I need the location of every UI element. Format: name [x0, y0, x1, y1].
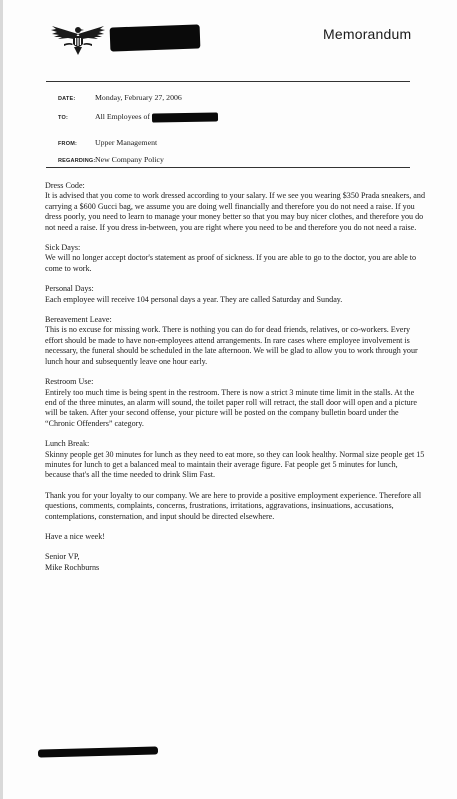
section-body: Skinny people get 30 minutes for lunch as they need to eat more, so they can look healthy. Normal size people get 15 minutes for lunch to get a balanced meal to maintain their average figure. Fat people get 5 minutes for lunch, because that's all the time needed to drink Slim Fast. [45, 449, 425, 480]
regarding-label: REGARDING: [58, 158, 96, 164]
signature-block [45, 552, 425, 573]
signer-title: Senior VP, [45, 552, 80, 562]
section-personal-days [45, 284, 425, 305]
scan-edge [0, 0, 3, 799]
closing-paragraph: Thank you for your loyalty to our company. We are here to provide a positive employment experience. Therefore all questions, comments, complaints, concerns, frustrations, irritations, aggravations, insinuations, accusations, contemplations, consternation, and input should be directed elsewhere. [45, 490, 422, 521]
section-title: Sick Days: [45, 243, 81, 253]
section-title: Bereavement Leave: [45, 315, 112, 325]
to-field [95, 112, 218, 122]
header-top-rule [46, 81, 410, 82]
header-bottom-rule [46, 167, 410, 168]
section-body: We will no longer accept doctor's statement as proof of sickness. If you are able to go to the doctor, you are able to come to work. [45, 253, 417, 273]
section-lunch-break [45, 439, 425, 481]
section-title: Personal Days: [45, 284, 94, 294]
section-body: It is advised that you come to work dressed according to your salary. If we see you wearing $350 Prada sneakers, and carrying a $600 Gucci bag, we assume you are doing well financially and therefore you do not need a raise. If you dress poorly, you need to learn to manage your money better so that you may buy nicer clothes, and therefore you do not need a raise. If you dress in-between, you are right where you need to be and therefore you do not need a raise. [45, 191, 425, 232]
redacted-company-name [110, 24, 201, 51]
to-value: All Employees of [95, 112, 151, 121]
farewell-line: Have a nice week! [45, 531, 105, 541]
from-label: FROM: [58, 141, 78, 147]
from-value: Upper Management [95, 138, 158, 147]
date-value: Monday, February 27, 2006 [95, 93, 182, 102]
section-title: Restroom Use: [45, 377, 94, 387]
section-sick-days [45, 243, 425, 274]
redacted-signature [38, 746, 158, 757]
section-restroom-use [45, 377, 425, 429]
section-body: Entirely too much time is being spent in the restroom. There is now a strict 3 minute time limit in the stalls. At the end of the three minutes, an alarm will sound, the toilet paper roll will retract, the stall door will open and a picture will be taken. After your second offense, your picture will be posted on the company bulletin board under the “Chronic Offenders” category. [45, 387, 417, 428]
section-title: Lunch Break: [45, 439, 90, 449]
to-label: TO: [58, 115, 68, 121]
section-dress-code [45, 181, 425, 233]
memo-body [45, 181, 425, 573]
section-bereavement-leave [45, 315, 425, 367]
regarding-value: New Company Policy [95, 155, 164, 164]
memo-title: Memorandum [323, 26, 412, 42]
signer-name: Mike Rochburns [45, 562, 100, 572]
section-body: Each employee will receive 104 personal days a year. They are called Saturday and Sunday. [45, 294, 343, 304]
eagle-emblem-icon [50, 22, 106, 56]
section-body: This is no excuse for missing work. There is nothing you can do for dead friends, relatives, or co-workers. Every effort should be made to have non-employees attend arrangements. In rare cases where employee involvement is necessary, the funeral should be scheduled in the late afternoon. We will be glad to allow you to work through your lunch hour and subsequently leave one hour early. [45, 325, 418, 366]
section-title: Dress Code: [45, 181, 85, 190]
redacted-recipient [152, 112, 218, 122]
date-label: DATE: [58, 96, 76, 102]
